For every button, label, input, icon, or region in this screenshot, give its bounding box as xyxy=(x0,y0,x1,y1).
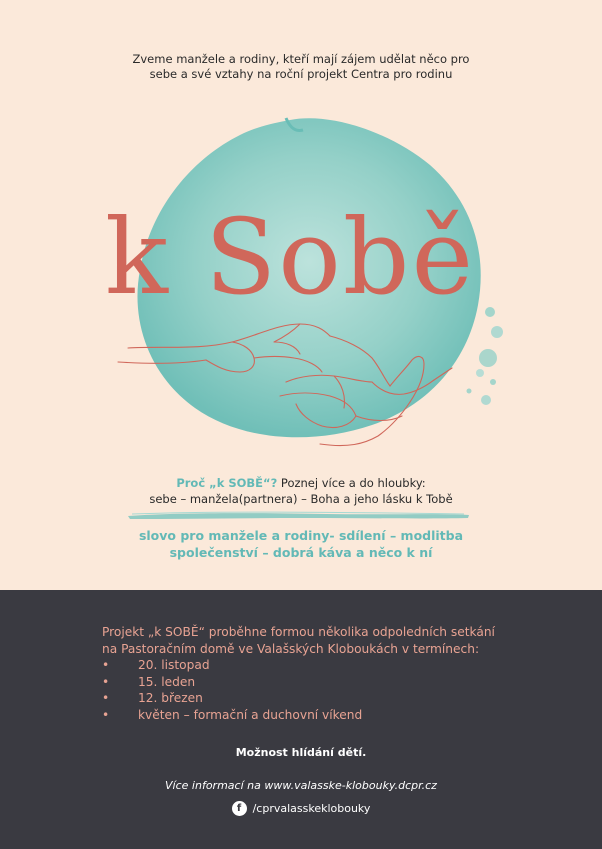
invitation-text xyxy=(0,52,602,82)
droplet xyxy=(481,395,491,405)
why-rest: Poznej více a do hloubky: xyxy=(277,476,426,490)
date-label: 20. listopad xyxy=(138,658,210,672)
why-section xyxy=(0,475,602,507)
date-label: květen – formační a duchovní víkend xyxy=(138,707,363,722)
tagline-line-1: slovo pro manžele a rodiny- sdílení – modlitba xyxy=(138,528,464,543)
brush-stroke-divider xyxy=(126,508,471,522)
invitation-line-2: sebe a své vztahy na roční projekt Centra pro rodinu xyxy=(149,67,453,81)
bullet: • xyxy=(102,707,110,722)
facebook-icon: f xyxy=(232,801,247,816)
project-intro-line-2: na Pastoračním domě ve Valašských Kloboukách v termínech: xyxy=(102,641,480,656)
droplet xyxy=(485,307,495,317)
invitation-line-1: Zveme manžele a rodiny, kteří mají zájem udělat něco pro xyxy=(132,52,470,66)
droplet xyxy=(490,379,496,385)
tagline xyxy=(0,527,602,561)
tagline-line-2: společenství – dobrá káva a něco k ní xyxy=(169,545,433,560)
why-line-2: sebe – manžela(partnera) – Boha a jeho lásku k Tobě xyxy=(149,492,453,506)
droplet xyxy=(479,349,497,367)
list-item xyxy=(102,674,542,691)
logo-artwork xyxy=(0,110,602,450)
list-item xyxy=(102,690,542,707)
list-item xyxy=(102,657,542,674)
dates-list xyxy=(102,657,542,723)
why-highlight: Proč „k SOBĚ“? xyxy=(176,476,278,490)
bottom-panel xyxy=(0,590,602,849)
date-label: 15. leden xyxy=(138,674,196,689)
facebook-link[interactable] xyxy=(0,801,602,816)
bullet: • xyxy=(102,658,110,672)
project-intro-line-1: Projekt „k SOBĚ“ proběhne formou několika odpoledních setkání xyxy=(102,625,495,639)
droplet xyxy=(476,369,484,377)
date-label: 12. březen xyxy=(138,691,203,705)
droplet xyxy=(467,389,472,394)
logo-title: k Sobě xyxy=(104,196,476,318)
bullet: • xyxy=(102,691,110,705)
droplet xyxy=(491,326,503,338)
list-item xyxy=(102,707,542,724)
project-info xyxy=(102,624,542,723)
babysitting-note: Možnost hlídání dětí. xyxy=(235,746,367,759)
why-line-1 xyxy=(0,475,602,491)
bullet: • xyxy=(102,674,110,689)
facebook-handle: /cprvalasskeklobouky xyxy=(252,802,371,815)
more-info-link[interactable]: Více informací na www.valasske-klobouky.dcpr.cz xyxy=(165,779,437,792)
